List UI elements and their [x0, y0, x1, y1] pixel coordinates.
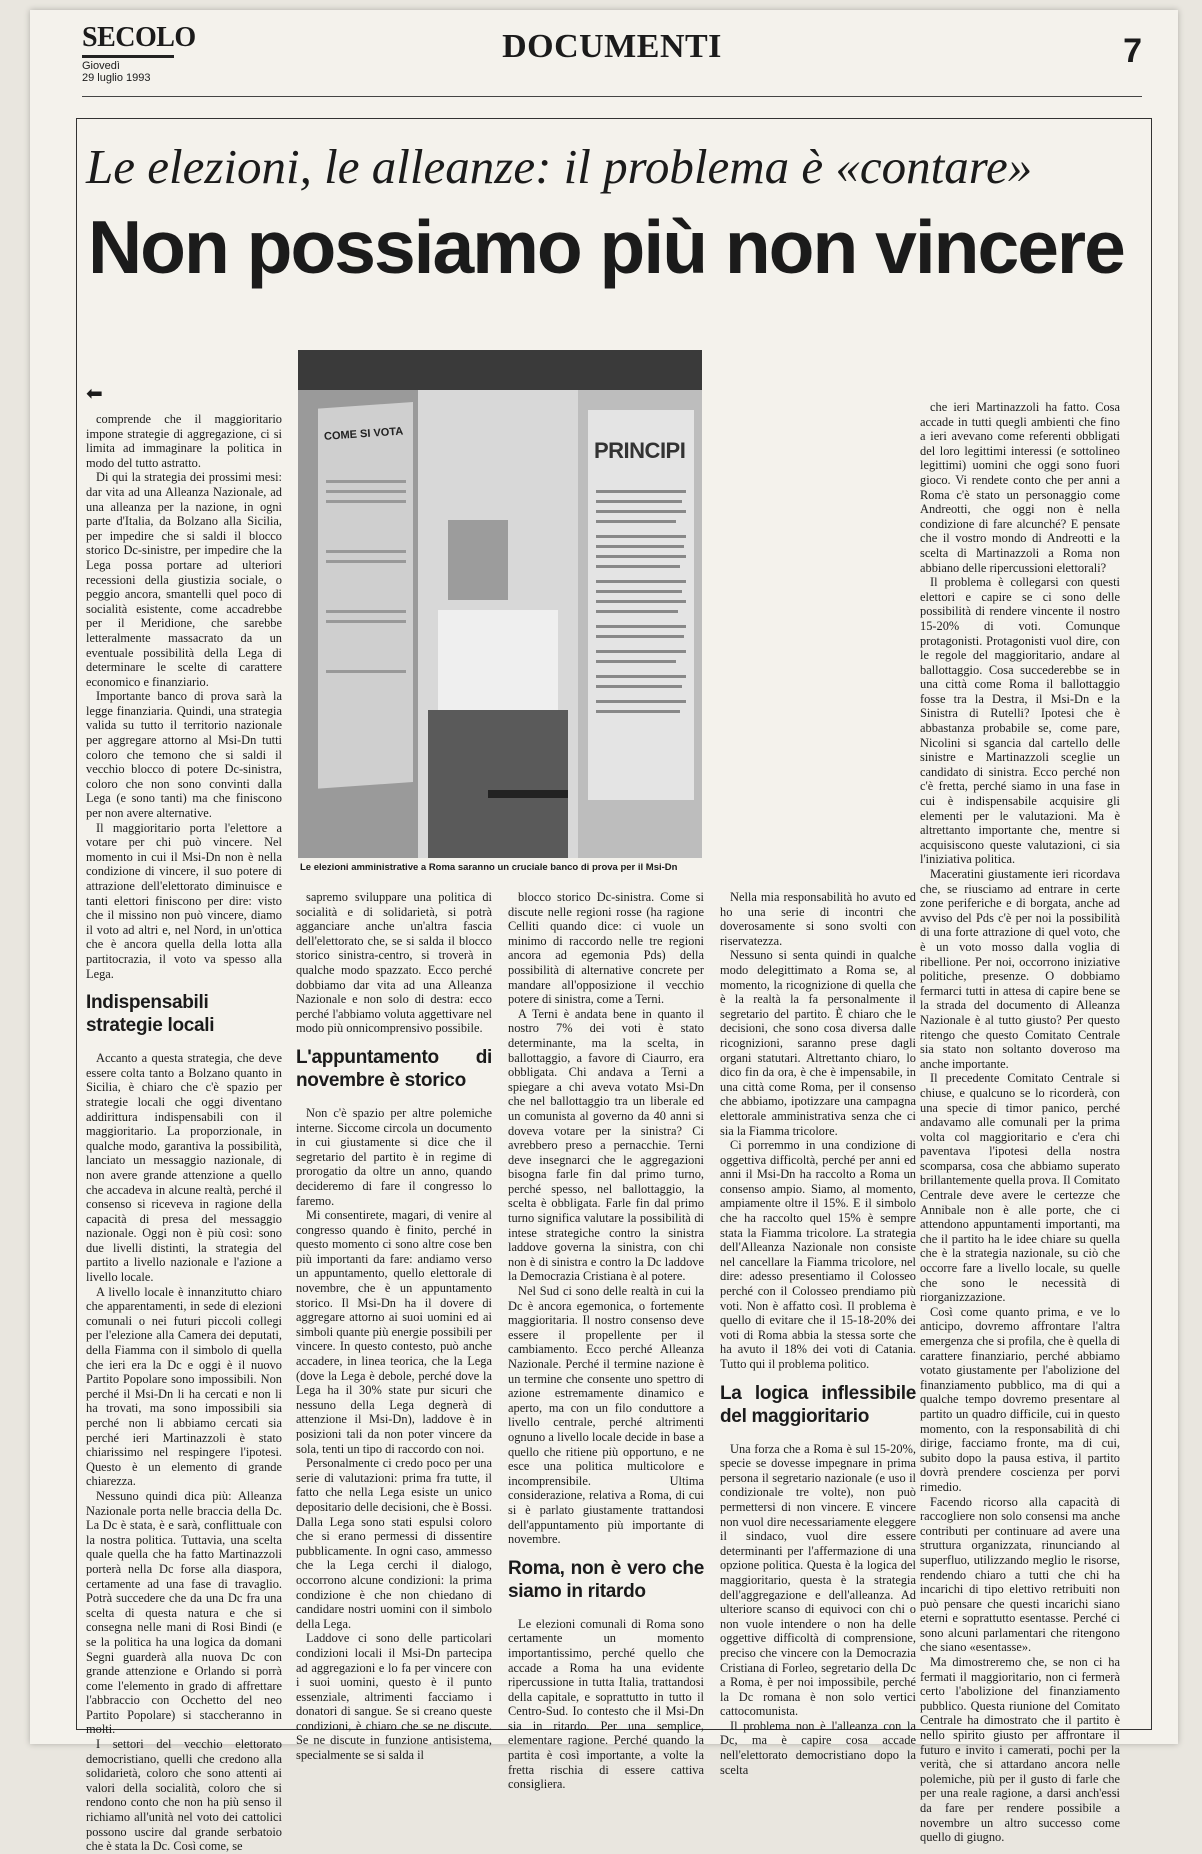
section-title: DOCUMENTI: [502, 28, 722, 65]
subhead-roma: Roma, non è vero che siamo in ritardo: [508, 1557, 704, 1602]
subhead-logica: La logica inflessibile del maggioritario: [720, 1382, 916, 1427]
paragraph: Maceratini giustamente ieri ricordava che, se riusciamo ad entrare in certe zone periferiche e di borgata, anche ad avviso del Pds c'è per noi la possibilità di una forte attrazione di quel voto, che è un voto mosso dalla voglia di ribellione. Per noi, occorrono iniziative politiche, presenze. O dobbiamo fermarci tutti in attesa di capire bene se la strada del documento di Alleanza Nazionale è al tutto giusto? Per questo ritengo che questo Comitato Centrale sia stato non soltanto doveroso ma anche importante.: [920, 867, 1120, 1071]
col5-text: [920, 400, 1120, 1845]
paragraph: Non c'è spazio per altre polemiche interne. Siccome circola un documento in cui giustamente si dice che il segretario del partito è in regime di prorogatio da oltre un anno, quando decideremo di fare il congresso lo faremo.: [296, 1105, 492, 1208]
col1-text-2: [86, 1051, 282, 1854]
paragraph: I settori del vecchio elettorato democristiano, quelli che credono alla solidarietà, coloro che sono attenti ai valori della socialità, coloro che si rendono conto che non ha più senso il richiamo all'unità nel voto dei cattolici possono uscire dal grande serbatoio che è stata la Dc. Così come, se: [86, 1737, 282, 1854]
paragraph: Le elezioni comunali di Roma sono certamente un momento importantissimo, perché quello che accade a Roma ha una evidente ripercussione in tutta Italia, trattandosi della capitale, e soprattutto in tutto il Centro-Sud. Io contesto che il Msi-Dn sia in ritardo. Per una semplice, elementare ragione. Perché quando la partita è così importante, a volte la fretta rischia di essere cattiva consigliera.: [508, 1616, 704, 1792]
paragraph: Accanto a questa strategia, che deve essere colta tanto a Bolzano quanto in Sicilia, è chiaro che c'è spazio per strategie locali che oggi diventano addirittura indispensabili con il maggioritario. La proporzionale, in qualche modo, garantiva la possibilità, lanciato un messaggio nazionale, di non avere grande attenzione a quello che accadeva in alcune realtà, perché il consenso si riceveva in ragione della capacità di presa del messaggio nazionale. Oggi non è più così: sono due livelli distinti, la strategia del partito a livello nazionale e l'azione a livello locale.: [86, 1051, 282, 1285]
paragraph: Facendo ricorso alla capacità di raccogliere non solo consensi ma anche contributi per continuare ad avere una struttura organizzata, rinunciando al superfluo, utilizzando meglio le risorse, rendendo chiaro a tutti che chi ha incarichi di tipo elettivo retribuiti non può pensare che questi incarichi siano eterni e soprattutto esentasse. Perché ci sono alcuni parlamentari che ritengono che siano «esentasse».: [920, 1494, 1120, 1655]
col4-text-2: [720, 1442, 916, 1778]
paragraph: Una forza che a Roma è sul 15-20%, specie se dovesse impegnare in prima persona il segretario nazionale (e uso il condizionale tre volte), non può permettersi di non vincere. E vincere non vuol dire necessariamente eleggere il sindaco, vuol dire essere determinanti per l'affermazione di una opzione politica. Questa è la logica del maggioritario, questa è la strategia dell'aggregazione e dell'alleanza. Ad ulteriore scanso di equivoci con chi o non vuole intendere o non ha delle oggettive difficoltà di comprensione, preciso che vincere con la Democrazia Cristiana di Forleo, segretario della Dc a Roma, è per noi impossibile, perché la Dc romana è non solo vertici cattocomunista.: [720, 1441, 916, 1719]
col2-text-2: [296, 1106, 492, 1763]
newspaper-logo: SECOLO: [82, 22, 196, 53]
paragraph: A livello locale è innanzitutto chiaro che apparentamenti, in sede di elezioni comunali o nei futuri piccoli collegi per l'elezione alla Camera dei deputati, della Fiamma con il simbolo di quella che ieri era la Dc e oggi è il nuovo Partito Popolare sono impossibili. Non perché il Msi-Dn li ha cercati e non li ha trovati, ma sono impossibili sia perché non li abbiamo cercati sia perché ieri Martinazzoli è stato chiarissimo nel respingere l'ipotesi. Questo è un elemento di grande chiarezza.: [86, 1284, 282, 1489]
paragraph: comprende che il maggioritario impone strategie di aggregazione, ci si limita ad immaginare la politica in modo del tutto astratto.: [86, 412, 282, 470]
photo-sign-right: PRINCIPI: [594, 438, 686, 463]
paragraph: Nessuno quindi dica più: Alleanza Nazionale porta nelle braccia della Dc. La Dc è stata, è e sarà, conflittuale con la nostra politica. Tuttavia, una scelta quale quella che ha fatto Martinazzoli porterà nella Dc forse alla diaspora, certamente ad una fase di travaglio. Potrà succedere che da una Dc fra una scelta di questa natura e che si consegna nelle mani di Rosi Bindi (e se la politica ha una logica da domani Segni guarderà alla nuova Dc con grande attenzione e Orlando si porrà come l'elemento in grado di affrettare l'abbraccio con Occhetto del neo Partito Popolare) si staccheranno in molti.: [86, 1488, 282, 1737]
continuation-arrow-icon: ⬅: [86, 383, 103, 405]
paragraph: Il problema è collegarsi con questi elettori e capire se ci sono delle possibilità di rendere vincente il nostro 15-20% di voti. Comunque protagonisti. Protagonisti vuol dire, con le regole del maggioritario, andare al ballottaggio. Cosa succederebbe se in una città come Roma il ballottaggio fosse tra la Destra, il Msi-Dn e la Sinistra di Rutelli? Ipotesi che è abbastanza probabile se, come pare, Nicolini si sgancia dal cartello delle sinistre e Martinazzoli sceglie un candidato di sinistra. Ecco perché non c'è fretta, perché siamo in una fase in cui è indispensabile acquisire gli elementi per le valutazioni. Ma è altrettanto importante che, mentre si acquisiscono queste valutazioni, ci sia l'iniziativa politica.: [920, 575, 1120, 867]
paragraph: Ma dimostreremo che, se non ci ha fermati il maggioritario, non ci fermerà certo l'abolizione del finanziamento pubblico. Questa riunione del Comitato Centrale ha dimostrato che il partito è nello spirito giusto per affrontare il futuro e invito i camerati, pochi per la verità, che si attardano ancora nelle polemiche, più per il gusto di farle che per una reale ragione, a darsi anch'essi da fare per rendere possibile a novembre un altro successo come quello di giugno.: [920, 1655, 1120, 1845]
paragraph: Il problema non è l'alleanza con la Dc, ma è capire cosa accade nell'elettorato democristiano dopo la scelta: [720, 1718, 916, 1777]
paragraph: blocco storico Dc-sinistra. Come si discute nelle regioni rosse (ha ragione Celliti quando dice: ci vuole un minimo di raccordo nelle tre regioni ancora ad egemonia Pds) della possibilità di alternative concrete per mandare all'opposizione il vecchio potere di sinistra, come a Terni.: [508, 890, 704, 1007]
dateline-day: Giovedì: [82, 60, 120, 72]
masthead: [82, 18, 1142, 97]
article-kicker: Le elezioni, le alleanze: il problema è «contare»: [86, 139, 1033, 194]
photo-illustration: [298, 350, 702, 858]
dateline-date: 29 luglio 1993: [82, 72, 151, 84]
paragraph: Il precedente Comitato Centrale si chiuse, e qualcuno se lo ricorderà, con una specie di timor panico, perché andavamo alle comunali per la prima volta col maggioritario e c'era chi paventava l'ipotesi della nostra scomparsa, cosa che abbiamo superato brillantemente quella prova. Il Comitato Centrale deve avere le certezze che Annibale non è alle porte, che ci attendono appuntamenti importanti, ma che il partito ha le idee chiare su quella che è la strategia nazionale, su ciò che occorre fare a livello locale, su quelle che sono le necessità di riorganizzazione.: [920, 1071, 1120, 1305]
paragraph: Nel Sud ci sono delle realtà in cui la Dc è ancora egemonica, o fortemente maggioritaria. Il nostro consenso deve essere il propellente per il cambiamento. Ecco perché Alleanza Nazionale. Perché il termine nazione è un termine che consente uno spettro di azione estremamente dinamico e aperto, ma con un filo conduttore a livello centrale, perché altrimenti ognuno a livello locale decide in base a quello che ritiene più opportuno, e ne esce una politica multicolore e incomprensibile. Ultima considerazione, relativa a Roma, di cui si è parlato giustamente trattandosi dell'appuntamento più importante di novembre.: [508, 1284, 704, 1547]
subhead-indispensabili: Indispensabili strategie locali: [86, 992, 215, 1037]
column-2: [296, 890, 492, 1763]
paragraph: Laddove ci sono delle particolari condizioni locali il Msi-Dn partecipa ad aggregazioni e lo fa per vincere con i suoi uomini, questo è il punto essenziale, altrimenti facciamo i donatori di sangue. Se si creano queste condizioni, è chiaro che se ne discute. Se ne discute in funzione antisistema, specialmente se si salda il: [296, 1631, 492, 1763]
paragraph: Nessuno si senta quindi in qualche modo delegittimato a Roma se, al momento, la ricognizione di quella che è la realtà la fa personalmente il segretario del partito. È chiaro che le decisioni, che sono cosa diversa dalle ricognizioni, saranno prese dagli organi statutari. Altrettanto chiaro, lo dico fin da ora, è che è impensabile, in una città come Roma, per il consenso che abbiamo, ipotizzare una campagna elettorale amministrativa senza che ci sia la Fiamma tricolore.: [720, 948, 916, 1138]
paragraph: sapremo sviluppare una politica di socialità e di solidarietà, si potrà agganciare anche un'altra fascia dell'elettorato che, se si salda il blocco storico sinistra-centro, si troverà in qualche modo spazzato. Ecco perché dobbiamo dar vita ad una Alleanza Nazionale e non solo di destra: ecco perché l'abbiamo voluta aggettivare nel modo più onnicomprensivo possibile.: [296, 890, 492, 1036]
col2-text: [296, 890, 492, 1036]
col3-text-2: [508, 1617, 704, 1792]
column-4: [720, 890, 916, 1777]
column-3: [508, 890, 704, 1792]
article-photo: [298, 350, 702, 858]
col1-text: [86, 412, 282, 981]
article-headline: Non possiamo più non vincere: [88, 205, 1124, 289]
paragraph: A Terni è andata bene in quanto il nostro 7% dei voti è stato determinante, ma la scelta, in ballottaggio, a favore di Ciaurro, era obbligata. Chi andava a Terni a spiegare a chi aveva votato Msi-Dn che nel ballottaggio tra un liberale ed un comunista al governo da 40 anni si doveva votare per la sinistra? Ci avrebbero preso a pernacchie. Terni deve insegnarci che le aggregazioni bisogna farle fin dal primo turno, perché spesso, nel ballottaggio, la scelta è obbligata. Farle fin dal primo turno significa valutare la possibilità di intese strategiche contro la sinistra laddove governa la sinistra, con chi non è di sinistra e contro la Dc laddove la Democrazia Cristiana è al potere.: [508, 1006, 704, 1284]
paragraph: Importante banco di prova sarà la legge finanziaria. Quindi, una strategia valida su tutto il territorio nazionale per aggregare attorno al Msi-Dn tutti coloro che temono che si saldi il vecchio blocco di potere Dc-sinistra, coloro che non sono convinti dalla Lega (e sono tanti) ma che finiscono per non avere alternative.: [86, 689, 282, 821]
photo-sign-left: COME SI VOTA: [323, 425, 404, 443]
paragraph: Nella mia responsabilità ho avuto ed ho una serie di incontri che doverosamente si sono svolti con riservatezza.: [720, 890, 916, 948]
page-number: 7: [1123, 32, 1142, 70]
subhead-appuntamento: L'appuntamento di novembre è storico: [296, 1046, 492, 1091]
col3-text: [508, 890, 704, 1547]
paragraph: Così come quanto prima, e ve lo anticipo, dovremo affrontare l'altra emergenza che si profila, che è quella di carattere finanziario, perché abbiamo votato giustamente per l'abolizione del finanziamento pubblico, ma di qui a qualche tempo dovremo presentare al partito un quadro difficile, cui in questo momento, con la responsabilità di chi dirige, facciamo fronte, ma di cui, subito dopo la pausa estiva, il partito dovrà prendere coscienza per porvi rimedio.: [920, 1304, 1120, 1494]
paragraph: che ieri Martinazzoli ha fatto. Cosa accade in tutti quegli ambienti che fino a ieri avevano come referenti obbligati del loro legittimi interessi (e sottolineo legittimi) uomini che oggi sono fuori gioco. Vi rendete conto che per anni a Roma c'è stato un personaggio come Andreotti, che oggi non è nella condizione di fare alcunché? E pensate che il vostro mondo di Andreotti e la scelta di Martinazzoli a Roma non abbiano delle ripercussioni elettorali?: [920, 400, 1120, 575]
column-5: [920, 400, 1120, 1845]
col4-text: [720, 890, 916, 1372]
paragraph: Di qui la strategia dei prossimi mesi: dar vita ad una Alleanza Nazionale, ad una alleanza per la nazione, in ogni parte d'Italia, da Bolzano alla Sicilia, per impedire che si saldi il blocco storico Dc-sinistre, per impedire che la Lega possa portare ad ulteriori recessioni della giustizia sociale, o peggio ancora, smantelli quel poco di socialità esistente, come accadrebbe per il Meridione, che sarebbe letteralmente massacrato da un eventuale possibilità della Lega di determinare le scelte di carattere economico e finanziario.: [86, 470, 282, 689]
paragraph: Personalmente ci credo poco per una serie di valutazioni: prima fra tutte, il fatto che nella Lega esiste un unico depositario delle decisioni, che è Bossi. Dalla Lega sono stati espulsi coloro che si erano permessi di dissentire pubblicamente. In ogni caso, ammesso che la Lega cerchi il dialogo, occorrono alcune condizioni: la prima condizione è che non chiedano di candidare nostri uomini con il simbolo della Lega.: [296, 1456, 492, 1631]
paragraph: Il maggioritario porta l'elettore a votare per chi può vincere. Nel momento in cui il Msi-Dn non è nella condizione di vincere, il suo potere di attrazione dell'elettorato diminuisce e tanti elettori finiscono per dire: visto che il missino non può vincere, diamo il voto ad altri e, nel Nord, in un'ottica che è ancora quella della lotta alla partitocrazia, il voto va spesso alla Lega.: [86, 820, 282, 981]
paragraph: Mi consentirete, magari, di venire al congresso quando è finito, perché in questo momento ci sono altre cose ben più importanti da fare: andiamo verso un appuntamento, quello elettorale di novembre, che è un appuntamento storico. Il Msi-Dn ha il dovere di aggregare attorno ai suoi uomini ed ai simboli quante più energie possibili per vincere. In questo contesto, può anche accadere, in linea teorica, che la Lega (dove la Lega è debole, perché dove la Lega ha il 30% state pur sicuri che nessuno della Lega degnerà di attenzione il Msi-Dn), laddove è in posizioni tali da non poter vincere da sola, tenti un tipo di raccordo con noi.: [296, 1208, 492, 1456]
photo-caption: Le elezioni amministrative a Roma saranno un cruciale banco di prova per il Msi-Dn: [300, 862, 678, 873]
paragraph: Ci porremmo in una condizione di oggettiva difficoltà, perché per anni ed anni il Msi-Dn ha raccolto a Roma un consenso ampio. Siamo, al momento, ampiamente oltre il 15%. E il simbolo che ha raccolto quel 15% è sempre stata la Fiamma tricolore. La strategia dell'Alleanza Nazionale non consiste nel cancellare la Fiamma tricolore, nel dire: adesso presentiamo il Colosseo perché con il Colosseo prendiamo più voti. Non è affatto così. Il problema è quello di evitare che il 15-18-20% dei voti di Roma abbia la stessa sorte che ha avuto il 18% dei voti di Catania. Tutto qui il problema politico.: [720, 1138, 916, 1371]
column-1: [86, 383, 282, 1854]
